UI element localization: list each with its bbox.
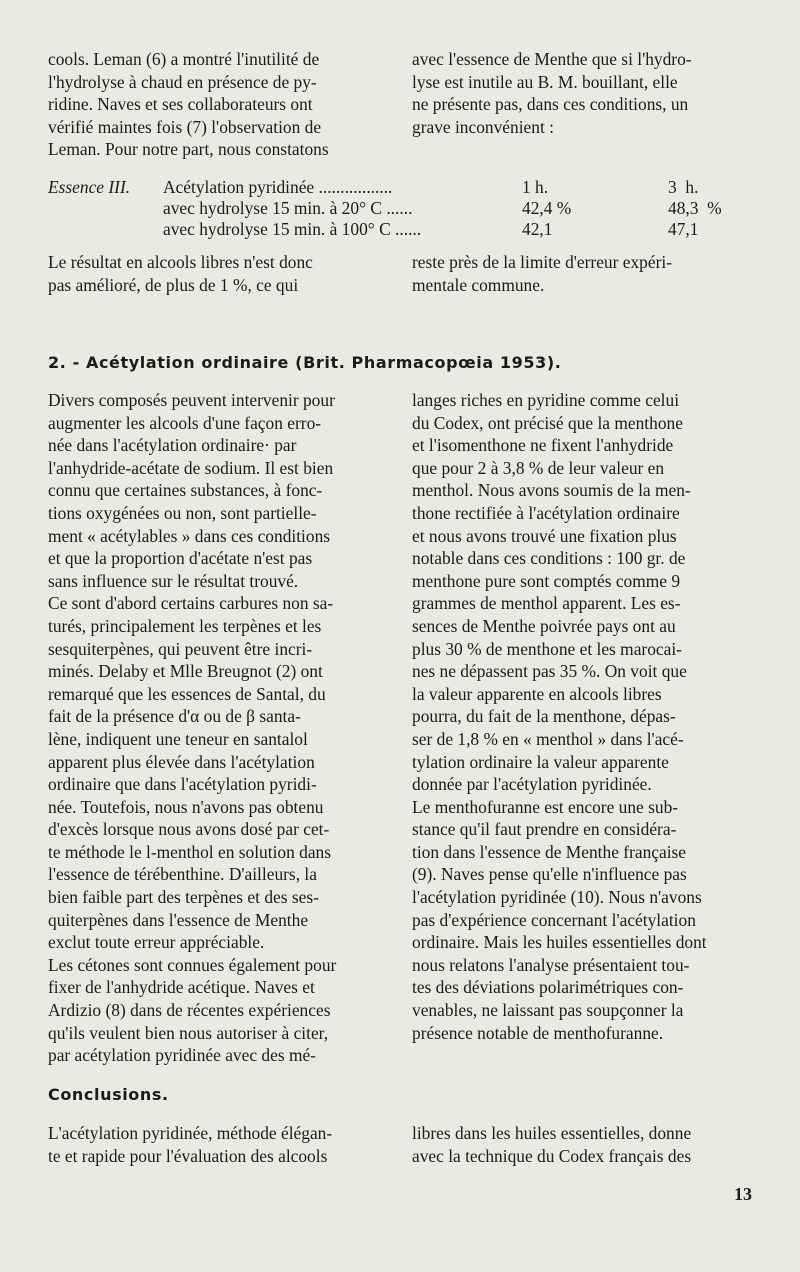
text-line: cools. Leman (6) a montré l'inutilité de <box>48 49 320 69</box>
value-1h: 1 h. <box>522 177 549 197</box>
text-line: Leman. Pour notre part, nous constatons <box>48 139 329 160</box>
section-heading-conclusions: Conclusions. <box>48 1085 169 1104</box>
text-line: tes des déviations polarimétriques con- <box>412 977 684 998</box>
text-line: et nous avons trouvé une fixation plus <box>412 525 677 546</box>
text-line: par acétylation pyridinée avec des mé- <box>48 1045 316 1066</box>
text-line: grammes de menthol apparent. Les es- <box>412 593 681 614</box>
value-1h: 42,1 <box>522 219 553 239</box>
text-line: turés, principalement les terpènes et les <box>48 615 322 636</box>
text-line: augmenter les alcools d'une façon erro- <box>48 412 322 433</box>
text-line: reste près de la limite d'erreur expéri- <box>412 252 673 272</box>
text-line: et l'isomenthone ne fixent l'anhydride <box>412 435 674 456</box>
text-line: fixer de l'anhydride acétique. Naves et <box>48 977 315 998</box>
text-line: quiterpènes dans l'essence de Menthe <box>48 909 309 930</box>
text-line: vérifié maintes fois (7) l'observation de <box>48 116 322 137</box>
page-number: 13 <box>734 1184 752 1204</box>
text-line: tion dans l'essence de Menthe française <box>412 841 687 862</box>
text-line: langes riches en pyridine comme celui <box>412 390 680 410</box>
text-line: lyse est inutile au B. M. bouillant, elle <box>412 71 678 92</box>
text-line: née. Toutefois, nous n'avons pas obtenu <box>48 796 324 817</box>
text-line: l'acétylation pyridinée (10). Nous n'avons <box>412 887 702 908</box>
text-line: pas d'expérience concernant l'acétylation <box>412 909 696 930</box>
value-3h: 48,3 % <box>668 198 722 218</box>
text-line: (9). Naves pense qu'elle n'influence pas <box>412 864 687 885</box>
text-block-2-left <box>48 251 388 296</box>
text-line: te et rapide pour l'évaluation des alcools <box>48 1145 328 1166</box>
text-line: venables, ne laissant pas soupçonner la <box>412 1000 684 1021</box>
text-line: thone rectifiée à l'acétylation ordinaire <box>412 502 680 523</box>
text-line: ser de 1,8 % en « menthol » dans l'acé- <box>412 728 684 749</box>
text-block-3-right <box>412 389 757 1044</box>
text-line: exclut toute erreur appréciable. <box>48 932 265 953</box>
text-line: tylation ordinaire la valeur apparente <box>412 751 669 772</box>
text-line: Ce sont d'abord certains carbures non sa- <box>48 593 334 614</box>
value-1h: 42,4 % <box>522 198 572 218</box>
text-line: qu'ils veulent bien nous autoriser à citer, <box>48 1022 329 1043</box>
text-block-3-left <box>48 389 388 1067</box>
text-line: la valeur apparente en alcools libres <box>412 683 662 704</box>
text-line: bien faible part des terpènes et des ses- <box>48 887 319 908</box>
text-line: sans influence sur le résultat trouvé. <box>48 570 299 591</box>
text-line: minés. Delaby et Mlle Breugnot (2) ont <box>48 661 323 682</box>
value-3h: 3 h. <box>668 177 699 197</box>
text-block-1-right <box>412 48 757 138</box>
text-line: ordinaire. Mais les huiles essentielles dont <box>412 932 707 953</box>
text-line: remarqué que les essences de Santal, du <box>48 683 326 704</box>
text-line: connu que certaines substances, à fonc- <box>48 480 323 501</box>
text-line: pourra, du fait de la menthone, dépas- <box>412 706 676 727</box>
text-block-4-left <box>48 1122 388 1167</box>
text-line: donnée par l'acétylation pyridinée. <box>412 774 652 795</box>
text-line: et que la proportion d'acétate n'est pas <box>48 548 313 569</box>
text-line: présence notable de menthofuranne. <box>412 1022 664 1043</box>
text-line: ment « acétylables » dans ces conditions <box>48 525 331 546</box>
table-row <box>48 219 748 240</box>
text-line: lène, indiquent une teneur en santalol <box>48 728 308 749</box>
section-heading-acetylation-ordinaire: 2. - Acétylation ordinaire (Brit. Pharmacopœia 1953). <box>48 353 562 372</box>
row-label: Acétylation pyridinée ................. <box>163 177 393 197</box>
text-line: ne présente pas, dans ces conditions, un <box>412 94 689 115</box>
text-block-2-right <box>412 251 757 296</box>
results-table <box>48 177 748 240</box>
text-line: Le menthofuranne est encore une sub- <box>412 796 679 817</box>
text-line: Ardizio (8) dans de récentes expériences <box>48 1000 331 1021</box>
text-line: l'hydrolyse à chaud en présence de py- <box>48 71 317 92</box>
text-line: menthone pure sont comptés comme 9 <box>412 570 681 591</box>
text-line: ordinaire que dans l'acétylation pyridi- <box>48 774 317 795</box>
text-block-1-left <box>48 48 388 161</box>
text-line: sences de Menthe poivrée pays ont au <box>412 615 676 636</box>
text-line: nous relatons l'analyse présentaient tou- <box>412 954 690 975</box>
text-line: que pour 2 à 3,8 % de leur valeur en <box>412 457 665 478</box>
table-row <box>48 198 748 219</box>
text-line: avec la technique du Codex français des <box>412 1145 692 1166</box>
text-line: ridine. Naves et ses collaborateurs ont <box>48 94 313 115</box>
row-label: avec hydrolyse 15 min. à 100° C ...... <box>163 219 422 239</box>
text-line: Divers composés peuvent intervenir pour <box>48 390 335 410</box>
text-line: te méthode le l-menthol en solution dans <box>48 841 332 862</box>
text-line: l'essence de térébenthine. D'ailleurs, la <box>48 864 317 885</box>
text-line: Les cétones sont connues également pour <box>48 954 337 975</box>
text-line: d'excès lorsque nous avons dosé par cet- <box>48 819 330 840</box>
text-line: menthol. Nous avons soumis de la men- <box>412 480 691 501</box>
text-line: sesquiterpènes, qui peuvent être incri- <box>48 638 313 659</box>
row-label: avec hydrolyse 15 min. à 20° C ...... <box>163 198 413 218</box>
text-line: tions oxygénées ou non, sont partielle- <box>48 502 317 523</box>
text-line: fait de la présence d'α ou de β santa- <box>48 706 301 727</box>
text-line: pas amélioré, de plus de 1 %, ce qui <box>48 274 299 295</box>
text-line: l'anhydride-acétate de sodium. Il est bien <box>48 457 334 478</box>
text-line: libres dans les huiles essentielles, donne <box>412 1123 692 1143</box>
essence-label: Essence III. <box>48 177 131 197</box>
text-line: née dans l'acétylation ordinaire· par <box>48 435 297 456</box>
text-line: L'acétylation pyridinée, méthode élégan- <box>48 1123 333 1143</box>
text-line: Le résultat en alcools libres n'est donc <box>48 252 313 272</box>
table-row <box>48 177 748 198</box>
text-line: mentale commune. <box>412 274 545 295</box>
text-line: plus 30 % de menthone et les marocai- <box>412 638 682 659</box>
text-block-4-right <box>412 1122 757 1167</box>
text-line: grave inconvénient : <box>412 116 554 137</box>
text-line: avec l'essence de Menthe que si l'hydro- <box>412 49 692 69</box>
text-line: nes ne dépassent pas 35 %. On voit que <box>412 661 687 682</box>
text-line: du Codex, ont précisé que la menthone <box>412 412 683 433</box>
value-3h: 47,1 <box>668 219 699 239</box>
text-line: notable dans ces conditions : 100 gr. de <box>412 548 686 569</box>
text-line: stance qu'il faut prendre en considéra- <box>412 819 677 840</box>
text-line: apparent plus élevée dans l'acétylation <box>48 751 315 772</box>
